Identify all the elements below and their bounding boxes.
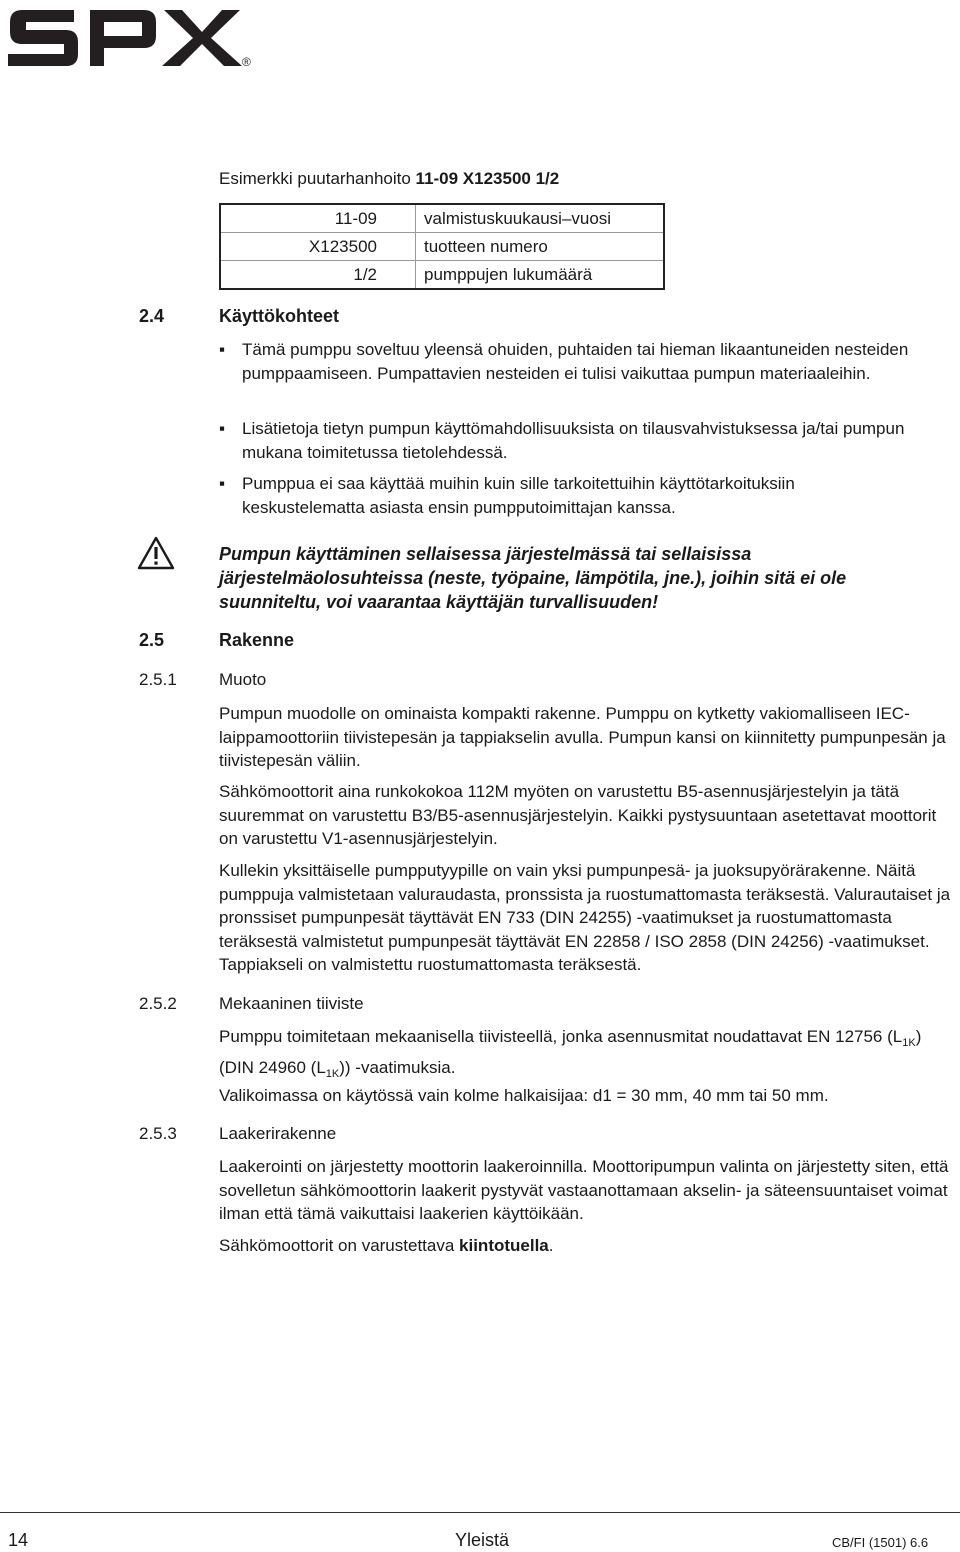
table-cell-code: X123500 xyxy=(220,233,416,261)
paragraph xyxy=(219,1234,955,1258)
subsection-number: 2.5.2 xyxy=(139,994,177,1013)
page-number: 14 xyxy=(8,1530,29,1550)
text-run: . xyxy=(548,1236,554,1255)
subscript: 1K xyxy=(902,1037,916,1049)
code-table xyxy=(219,203,665,290)
paragraph: Kullekin yksittäiselle pumpputyypille on vain yksi pumpunpesä- ja juoksupyörärakenne. Näitä pumppuja valmistetaan valuraudasta, pronssista ja ruostumattomasta teräksestä. Valurautaiset ja pronssiset pumpunpesät täyttävät EN 733 (DIN 24255) -vaatimukset ja ruostumattomasta teräksestä valmistetut pumpunpesät täyttävät EN 22858 / ISO 2858 (DIN 24256) -vaatimukset. Tappiakseli on valmistettu ruostumattomasta teräksestä. xyxy=(219,861,951,974)
bullet-text: Tämä pumppu soveltuu yleensä ohuiden, puhtaiden tai hieman likaantuneiden nesteiden pumppaamiseen. Pumpattavien nesteiden ei tulisi vaikuttaa pumpun materiaaleihin. xyxy=(242,340,909,383)
example-line xyxy=(219,169,559,189)
paragraph: Laakerointi on järjestetty moottorin laakeroinnilla. Moottoripumpun valinta on järjestetty siten, että sovelletun sähkömoottorin laakerit pystyvät vastaanottamaan akselin- ja säteensuuntaiset voimat ilman että tämä vaikuttaisi laakerien käyttöikään. xyxy=(219,1157,949,1223)
bullet-text: Pumppua ei saa käyttää muihin kuin sille tarkoitettuihin käyttötarkoituksiin keskustelematta asiasta ensin pumpputoimittajan kanssa. xyxy=(242,474,795,517)
document-code: CB/FI (1501) 6.6 xyxy=(832,1535,929,1550)
footer-divider xyxy=(0,1512,960,1513)
warning-icon xyxy=(137,536,175,570)
text-run: ) (DIN 24960 (L xyxy=(219,1027,922,1077)
table-row xyxy=(220,204,664,233)
footer-title: Yleistä xyxy=(455,1530,510,1550)
list-item xyxy=(219,338,919,385)
warning-text: Pumpun käyttäminen sellaisessa järjestelmässä tai sellaisissa järjestelmäolosuhteissa (neste, työpaine, lämpötila, jne.), joihin sitä ei ole suunniteltu, voi vaarantaa käyttäjän turvallisuuden! xyxy=(219,544,847,612)
table-cell-code: 11-09 xyxy=(220,204,416,233)
paragraph: Pumpun muodolle on ominaista kompakti rakenne. Pumppu on kytketty vakiomalliseen IEC-laippamoottoriin tiivistepesän ja tappiakselin avulla. Pumpun kansi on kiinnitetty pumpunpesän ja tiivistepesän väliin. xyxy=(219,704,946,770)
paragraph: Sähkömoottorit aina runkokokoa 112M myöten on varustettu B5-asennusjärjestelyin ja tätä suuremmat on varustettu B3/B5-asennusjärjestelyin. Kaikki pystysuuntaan asetettavat moottorit on varustettu V1-asennusjärjestelyin. xyxy=(219,782,937,848)
subsection-title: Laakerirakenne xyxy=(219,1124,337,1143)
paragraph xyxy=(219,1025,955,1086)
svg-text:®: ® xyxy=(242,55,251,68)
list-item xyxy=(219,472,919,519)
table-row xyxy=(220,261,664,290)
table-cell-desc: valmistuskuukausi–vuosi xyxy=(416,204,665,233)
subscript: 1K xyxy=(325,1067,340,1080)
example-prefix: Esimerkki puutarhanhoito xyxy=(219,169,416,188)
bullet-icon: ▪ xyxy=(219,474,226,493)
bold-term: kiintotuella xyxy=(459,1236,549,1255)
subsection-number: 2.5.1 xyxy=(139,670,177,689)
table-row xyxy=(220,233,664,261)
bullet-icon: ▪ xyxy=(219,340,226,359)
subsection-number: 2.5.3 xyxy=(139,1124,177,1143)
section-title: Käyttökohteet xyxy=(219,306,340,326)
table-cell-code: 1/2 xyxy=(220,261,416,290)
bullet-icon: ▪ xyxy=(219,419,226,438)
subsection-title: Mekaaninen tiiviste xyxy=(219,994,364,1013)
bullet-text: Lisätietoja tietyn pumpun käyttömahdollisuuksista on tilausvahvistuksessa ja/tai pumpun mukana toimitetussa tietolehdessä. xyxy=(242,419,905,462)
table-cell-desc: tuotteen numero xyxy=(416,233,665,261)
section-title: Rakenne xyxy=(219,630,295,650)
spx-logo xyxy=(6,2,256,68)
section-number: 2.5 xyxy=(139,630,165,650)
text-run: Sähkömoottorit on varustettava xyxy=(219,1236,460,1255)
subsection-title: Muoto xyxy=(219,670,267,689)
text-run: )) -vaatimuksia. xyxy=(339,1057,456,1077)
section-number: 2.4 xyxy=(139,306,165,326)
text-run: Pumppu toimitetaan mekaanisella tiivisteellä, jonka asennusmitat noudattavat EN 12756 (L xyxy=(219,1027,903,1046)
table-cell-desc: pumppujen lukumäärä xyxy=(424,264,593,284)
paragraph: Valikoimassa on käytössä vain kolme halkaisijaa: d1 = 30 mm, 40 mm tai 50 mm. xyxy=(219,1086,829,1105)
example-code: 11-09 X123500 1/2 xyxy=(415,169,560,188)
list-item xyxy=(219,417,919,464)
